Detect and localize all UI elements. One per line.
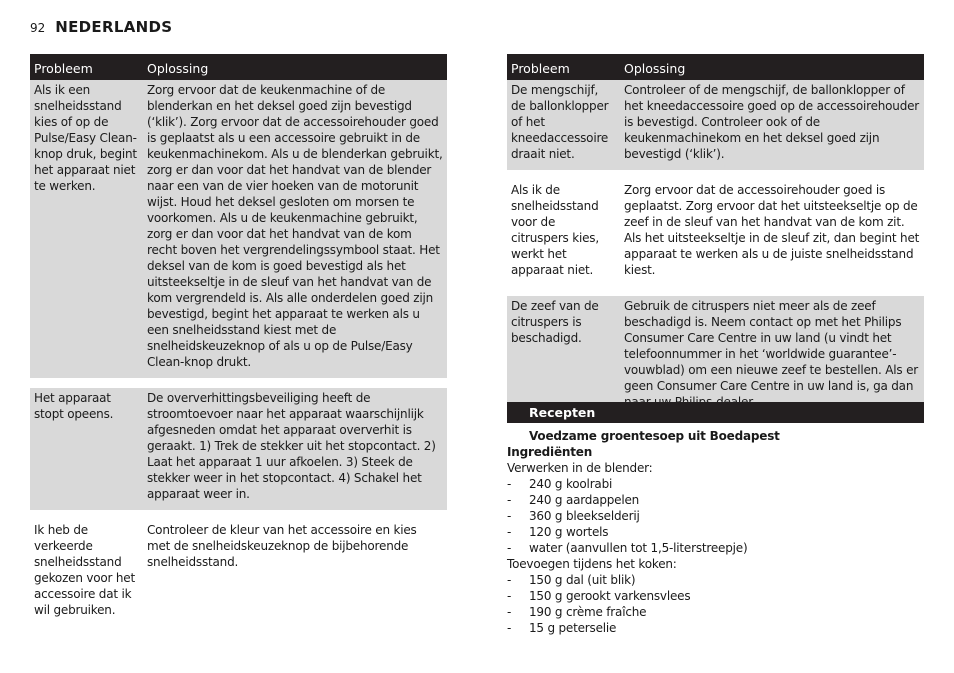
- recipe-title: Voedzame groentesoep uit Boedapest: [529, 429, 780, 443]
- language-title: NEDERLANDS: [55, 18, 173, 36]
- table-row: [30, 383, 447, 515]
- solution-cell: Gebruik de citruspers niet meer als de zeef beschadigd is. Neem contact op met het Philips Consumer Care Centre in uw land (u vindt het telefoonnummer in het ‘worldwide guarantee’-vouwblad) om een nieuwe zeef te bestellen. Als er geen Consumer Care Centre in uw land is, ga dan: [620, 291, 924, 418]
- problem-cell: De mengschijf, de ballonklopper of het kneedaccessoire draait niet.: [507, 80, 620, 175]
- recipe-block: [507, 428, 924, 636]
- table-row: [507, 80, 924, 175]
- list-item: - 150 g dal (uit blik): [507, 572, 924, 588]
- ingredients-heading: Ingrediënten: [507, 445, 593, 459]
- table-row: [507, 291, 924, 418]
- list-item: - 120 g wortels: [507, 524, 924, 540]
- troubleshooting-table-left: [30, 54, 447, 626]
- solution-cell: Controleer de kleur van het accessoire en kies met de snelheidskeuzeknop de bijbehorende snelheidsstand.: [143, 515, 447, 626]
- solution-cell: Zorg ervoor dat de accessoirehouder goed is geplaatst. Zorg ervoor dat het uitsteekseltje op de zeef in de sleuf van het handvat van de kom zit. Als het uitsteekseltje in de sleuf zit, dan begint het apparaat te werken als u de juiste snelheidsstand kiest.: [620, 175, 924, 291]
- column-header-problem: Probleem: [507, 54, 620, 80]
- solution-cell: Controleer of de mengschijf, de ballonklopper of het kneedaccessoire goed op de accessoirehouder is bevestigd. Controleer ook of de keukenmachinekom en het deksel goed zijn bevestigd (‘klik’).: [620, 80, 924, 175]
- column-header-problem: Probleem: [30, 54, 143, 80]
- problem-cell: Het apparaat stopt opeens.: [30, 383, 143, 515]
- page-header: [30, 18, 172, 36]
- troubleshooting-table-right: [507, 54, 924, 418]
- list-item: - 240 g koolrabi: [507, 476, 924, 492]
- list-item: - 15 g peterselie: [507, 620, 924, 636]
- list-item: - 240 g aardappelen: [507, 492, 924, 508]
- list-item: - 190 g crème fraîche: [507, 604, 924, 620]
- ingredient-list: [507, 476, 924, 556]
- solution-cell: De oververhittingsbeveiliging heeft de stroomtoevoer naar het apparaat waarschijnlijk afgesneden omdat het apparaat oververhit is geraakt. 1) Trek de stekker uit het stopcontact. 2) Laat het apparaat 1 uur afkoelen. 3) Steek de stekker weer in het stopcontact. 4) Schakel het apparaat weer in.: [143, 383, 447, 515]
- solution-cell: Zorg ervoor dat de keukenmachine of de blenderkan en het deksel goed zijn bevestigd (‘klik’). Zorg ervoor dat de accessoirehouder goed is geplaatst als u een accessoire gebruikt in de keukenmachinekom. Als u de blenderkan gebruikt, zorg er dan voor dat het handvat van de blender naar een van de vier hoeken van de motorunit wijst. Houd het deksel gesloten om morsen te voorkomen. Als u de keukenmachine gebruikt, zorg er dan voor dat het handvat van de kom recht boven het vergrendelingssymbool staat. Het deksel van de kom is goed bevestigd als het uitsteekseltje in de sleuf van het handvat van de kom vergrendeld is. Als alle onderdelen goed zijn bevestigd, begint het apparaat te werken als u een snelheidsstand kiest met de snelheidskeuzeknop of als u op de Pulse/Easy Clean-knop drukt.: [143, 80, 447, 383]
- ingredient-list: [507, 572, 924, 636]
- list-item: - 360 g bleekselderij: [507, 508, 924, 524]
- column-header-solution: Oplossing: [620, 54, 924, 80]
- table-header-row: [30, 54, 447, 80]
- ingredient-group-label: Verwerken in de blender:: [507, 461, 653, 475]
- table-row: [507, 175, 924, 291]
- list-item: - 150 g gerookt varkensvlees: [507, 588, 924, 604]
- column-header-solution: Oplossing: [143, 54, 447, 80]
- table-row: [30, 515, 447, 626]
- page-number: 92: [30, 21, 46, 35]
- problem-cell: De zeef van de citruspers is beschadigd.: [507, 291, 620, 418]
- recipes-section-header: Recepten: [507, 402, 924, 423]
- table-row: [30, 80, 447, 383]
- problem-cell: Als ik de snelheidsstand voor de citruspers kies, werkt het apparaat niet.: [507, 175, 620, 291]
- problem-cell: Ik heb de verkeerde snelheidsstand gekozen voor het accessoire dat ik wil gebruiken.: [30, 515, 143, 626]
- table-header-row: [507, 54, 924, 80]
- list-item: - water (aanvullen tot 1,5-literstreepje): [507, 540, 924, 556]
- ingredient-group-label: Toevoegen tijdens het koken:: [507, 557, 677, 571]
- problem-cell: Als ik een snelheidsstand kies of op de Pulse/Easy Clean-knop druk, begint het apparaat niet te werken.: [30, 80, 143, 383]
